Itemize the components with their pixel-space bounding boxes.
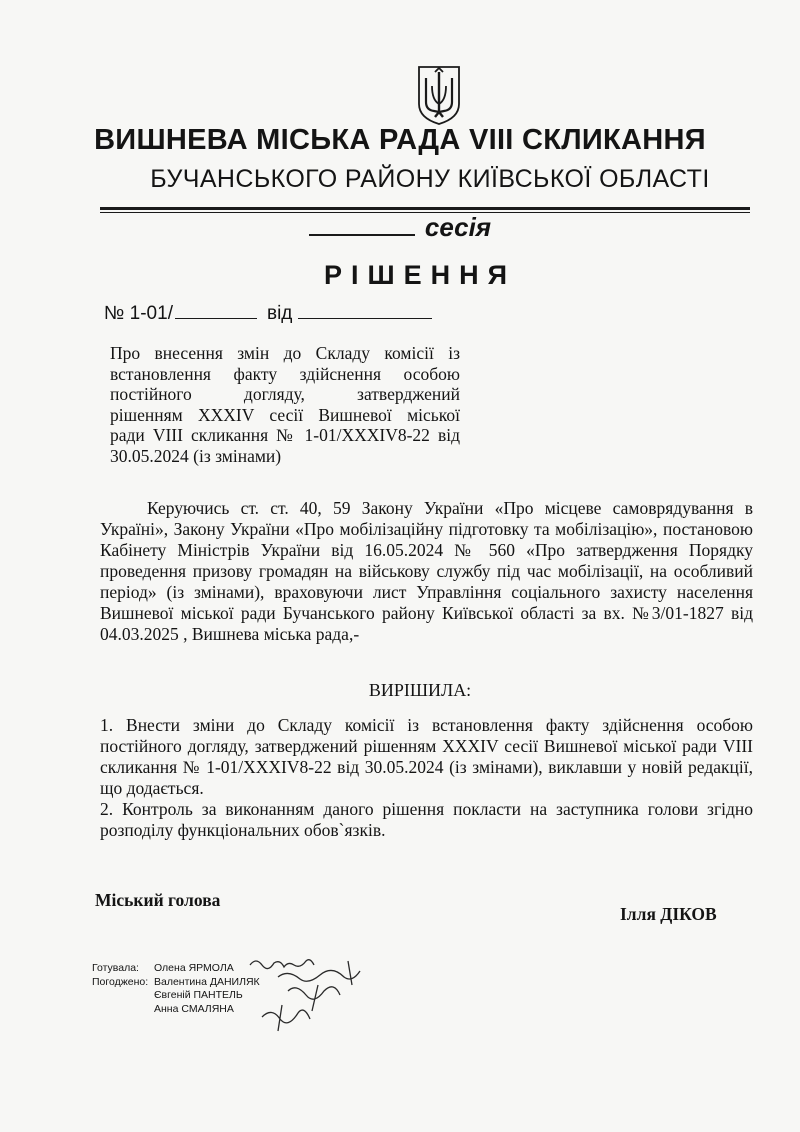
decision-date-blank [298,318,432,319]
council-title: ВИШНЕВА МІСЬКА РАДА VIII СКЛИКАННЯ [94,124,706,156]
agreed-by: Валентина ДАНИЛЯК [154,975,260,988]
decision-number-blank [175,318,257,319]
handwritten-signatures [248,955,368,1035]
subject-line: рішенням XXXIV сесії Вишневої міської [110,404,460,425]
decision-title: РІШЕННЯ [323,260,517,290]
approvals-block [92,962,260,1016]
subject-line: встановлення факту здійснення особою [110,363,460,384]
prepared-label: Готувала: [92,962,139,974]
session-label: сесія [424,212,492,242]
preamble [100,498,753,645]
decision-date-prefix: від [266,303,293,324]
mayor-name: Ілля ДІКОВ [620,904,717,924]
mayor-position: Міський голова [95,890,221,910]
trident-coat-of-arms-icon [415,64,463,126]
session-line [0,212,800,243]
header-divider-thick [100,207,750,210]
decision-item: 2. Контроль за виконанням даного рішення покласти на заступника голови згідно розподілу функціональних обов`язків. [100,799,753,840]
agreed-by: Євгеній ПАНТЕЛЬ [154,989,243,1001]
decision-number-prefix: № 1-01/ [104,303,173,324]
resolved-heading: ВИРІШИЛА: [368,680,472,700]
subject-line: 30.05.2024 (із змінами) [110,445,282,466]
subject-line: постійного догляду, затверджений [110,384,460,404]
prepared-by: Олена ЯРМОЛА [154,962,234,974]
district-title: БУЧАНСЬКОГО РАЙОНУ КИЇВСЬКОЇ ОБЛАСТІ [150,165,710,193]
preamble-text: Керуючись ст. ст. 40, 59 Закону України «Про місцеве самоврядування в Україні», Закону України «Про мобілізаційну підготовку та мобілізацію», постановою Кабінету Міністрів України від 16.05.2024 № 560 «Про затвердження Порядку проведення призову громадян на військову службу під час мобілізації, на особливий період» (із змінами), враховуючи лист Управління соціального захисту населення Вишневої міської ради Бучанського району Київської області за вх. №3/01-1827 від 04.03.2025 , Вишнева міська рада,- [100,498,753,644]
decision-subject [110,343,460,466]
subject-line: Про внесення змін до Складу комісії із [110,343,460,363]
decision-item: 1. Внести зміни до Складу комісії із встановлення факту здійснення особою постійного догляду, затверджений рішенням XXXIV сесії Вишневої міської ради VIII скликання № 1-01/XXXIV8-22 від 30.05.2024 (із змінами), виклавши у новій редакції, що додається. [100,715,753,798]
decision-number-line [104,303,432,325]
session-number-blank [309,234,415,236]
subject-line: ради VIII скликання № 1-01/XXXIV8-22 від [110,425,460,445]
decision-items [100,715,753,841]
agreed-by: Анна СМАЛЯНА [154,1002,234,1015]
agreed-label: Погоджено: [92,975,149,988]
